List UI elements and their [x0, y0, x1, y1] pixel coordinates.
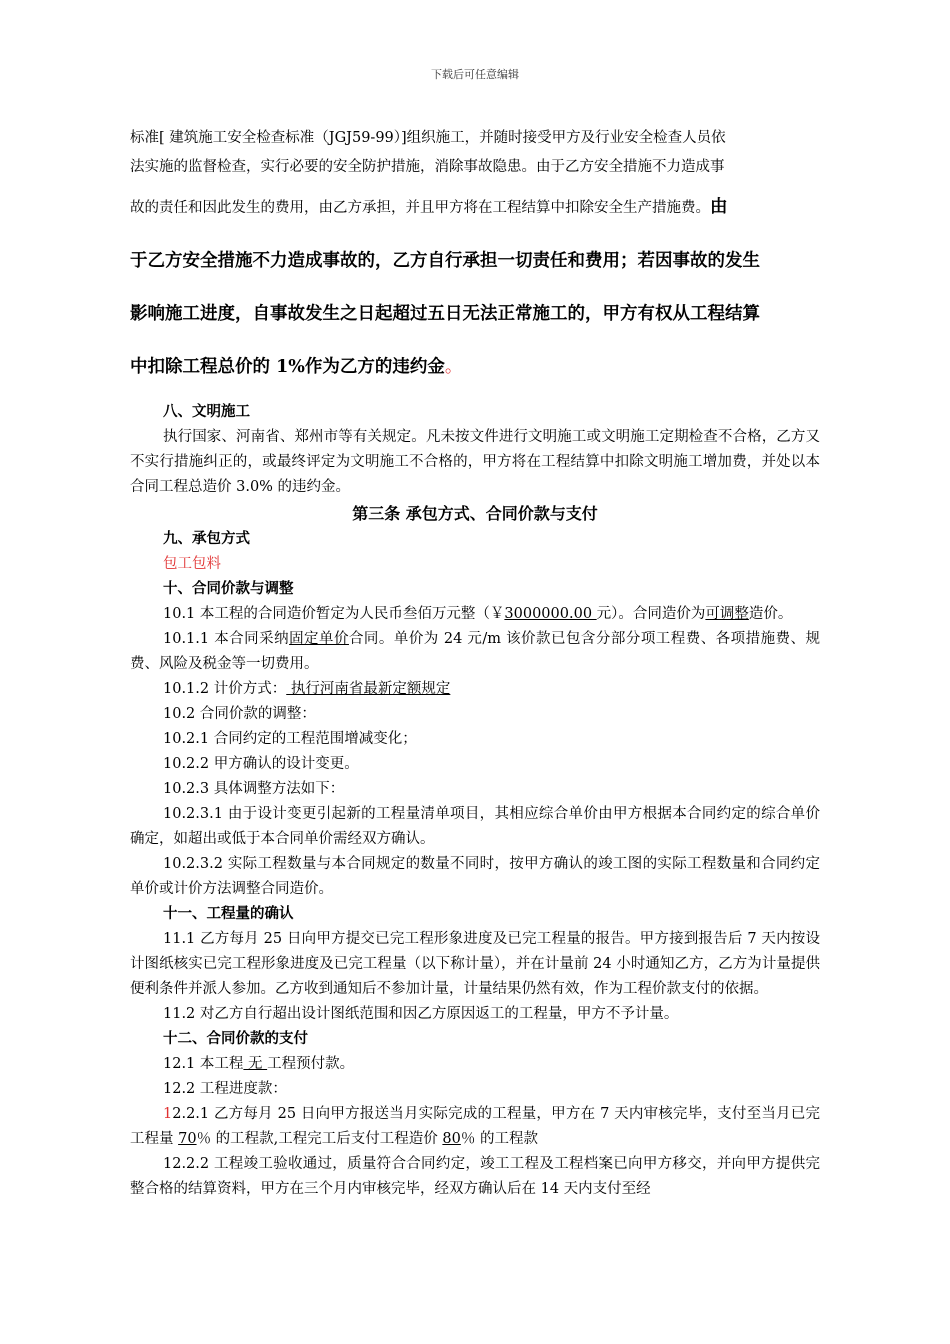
- bold-clause-line1: 于乙方安全措施不力造成事故的，乙方自行承担一切责任和费用；若因事故的发生: [130, 251, 760, 271]
- page-header-note: 下载后可任意编辑: [431, 68, 519, 81]
- clause-12-2-1-red-digit: 1: [163, 1106, 173, 1122]
- section-8-text: 执行国家、河南省、郑州市等有关规定。凡未按文件进行文明施工或文明施工定期检查不合格，乙方又不实行措施纠正的，或最终评定为文明施工不合格的，甲方将在工程结算中扣除文明施工增加费，并处以本合同工程总造价 3.0% 的违约金。: [130, 429, 820, 495]
- section-9-text: 包工包料: [163, 556, 221, 572]
- clause-10-2-3: 10.2.3 具体调整方法如下：: [163, 781, 345, 797]
- clause-11-1: 11.1 乙方每月 25 日向甲方提交已完工程形象进度及已完工程量的报告。甲方接到报告后 7 天内按设计图纸核实已完工程形象进度及已完工程量（以下称计量），并在计量前 24 小时通知乙方，乙方为计量提供便利条件并派人参加。乙方收到通知后不参加计量，计量结果仍然有效，作为工程价款支付的依据。: [130, 931, 820, 997]
- paragraph-safety-line2: 法实施的监督检查，实行必要的安全防护措施，消除事故隐患。由于乙方安全措施不力造成事: [130, 158, 725, 175]
- document-body: [130, 124, 820, 1202]
- clause-12-1-text-a: 12.1 本工程: [163, 1056, 244, 1072]
- clause-10-2: 10.2 合同价款的调整：: [163, 706, 316, 722]
- clause-12-2-1: [130, 1102, 820, 1152]
- clause-10-2-3-1: 10.2.3.1 由于设计变更引起新的工程量清单项目，其相应综合单价由甲方根据本合同约定的综合单价确定，如超出或低于本合同单价需经双方确认。: [130, 806, 820, 847]
- clause-10-1-2: [130, 677, 820, 702]
- clause-10-1-2-text: 10.1.2 计价方式：: [163, 681, 287, 697]
- section-8-title: 八、文明施工: [163, 404, 250, 420]
- clause-10-1-1-text-b: 合同。单价为 24 元/m 该价款已包含分部分项工程费、各项措施费、规费、风险及税金等一切费用。: [130, 631, 820, 672]
- section-12-title: 十二、合同价款的支付: [163, 1031, 308, 1047]
- advance-payment: 无: [243, 1056, 268, 1072]
- clause-10-2-2: 10.2.2 甲方确认的设计变更。: [163, 756, 359, 772]
- clause-12-2-1-text-a: 2.2.1 乙方每月 25 日向甲方报送当月实际完成的工程量，甲方在 7 天内审核完毕，支付至当月已完工程量: [130, 1106, 820, 1147]
- clause-10-1-1-text-a: 10.1.1 本合同采纳: [163, 631, 290, 647]
- bold-clause-line3: [130, 341, 820, 394]
- clause-10-1-1: [130, 627, 820, 677]
- section-10-title: 十、合同价款与调整: [163, 581, 294, 597]
- clause-10-1-text-c: 造价。: [748, 606, 793, 622]
- clause-12-1-text-b: 工程预付款。: [267, 1056, 355, 1072]
- clause-10-2-3-2: 10.2.3.2 实际工程数量与本合同规定的数量不同时，按甲方确认的竣工图的实际工程数量和合同约定单价或计价方法调整合同造价。: [130, 856, 820, 897]
- bold-clause-line2: 影响施工进度，自事故发生之日起超过五日无法正常施工的，甲方有权从工程结算: [130, 304, 760, 324]
- bold-clause-end: 。: [444, 357, 463, 377]
- safety-bold-start: 由: [710, 197, 728, 217]
- clause-12-2-1-text-c: ％ 的工程款: [460, 1131, 538, 1147]
- completion-percent: 80: [442, 1131, 461, 1147]
- pricing-method: 执行河南省最新定额规定: [286, 681, 451, 697]
- clause-12-2-2: 12.2.2 工程竣工验收通过，质量符合合同约定，竣工工程及工程档案已向甲方移交，并向甲方提供完整合格的结算资料，甲方在三个月内审核完毕，经双方确认后在 14 天内支付至经: [130, 1156, 820, 1197]
- clause-10-1: [130, 602, 820, 627]
- clause-12-2: 12.2 工程进度款：: [163, 1081, 287, 1097]
- bold-clause-text: 中扣除工程总价的 1%作为乙方的违约金: [130, 357, 445, 377]
- section-11-title: 十一、工程量的确认: [163, 906, 294, 922]
- clause-12-2-1-text-b: ％ 的工程款,工程完工后支付工程造价: [196, 1131, 443, 1147]
- contract-type: 固定单价: [289, 631, 349, 647]
- clause-10-2-1: 10.2.1 合同约定的工程范围增减变化；: [163, 731, 417, 747]
- paragraph-safety-line3: [130, 181, 820, 235]
- safety-text: 故的责任和因此发生的费用，由乙方承担，并且甲方将在工程结算中扣除安全生产措施费。: [130, 200, 710, 216]
- clause-10-1-text-b: 元）。合同造价为: [596, 606, 706, 622]
- clause-10-1-text-a: 10.1 本工程的合同造价暂定为人民币叁佰万元整（￥: [163, 606, 505, 622]
- clause-11-2: 11.2 对乙方自行超出设计图纸范围和因乙方原因返工的工程量，甲方不予计量。: [163, 1006, 679, 1022]
- progress-percent: 70: [178, 1131, 197, 1147]
- clause-12-1: [130, 1052, 820, 1077]
- section-9-title: 九、承包方式: [163, 531, 250, 547]
- contract-amount: 3000000.00: [504, 606, 597, 622]
- price-type: 可调整: [705, 606, 749, 622]
- article-3-title: 第三条 承包方式、合同价款与支付: [352, 504, 598, 523]
- paragraph-safety-line1: 标准[ 建筑施工安全检查标准（JGJ59-99）]组织施工，并随时接受甲方及行业安全检查人员依: [130, 130, 726, 146]
